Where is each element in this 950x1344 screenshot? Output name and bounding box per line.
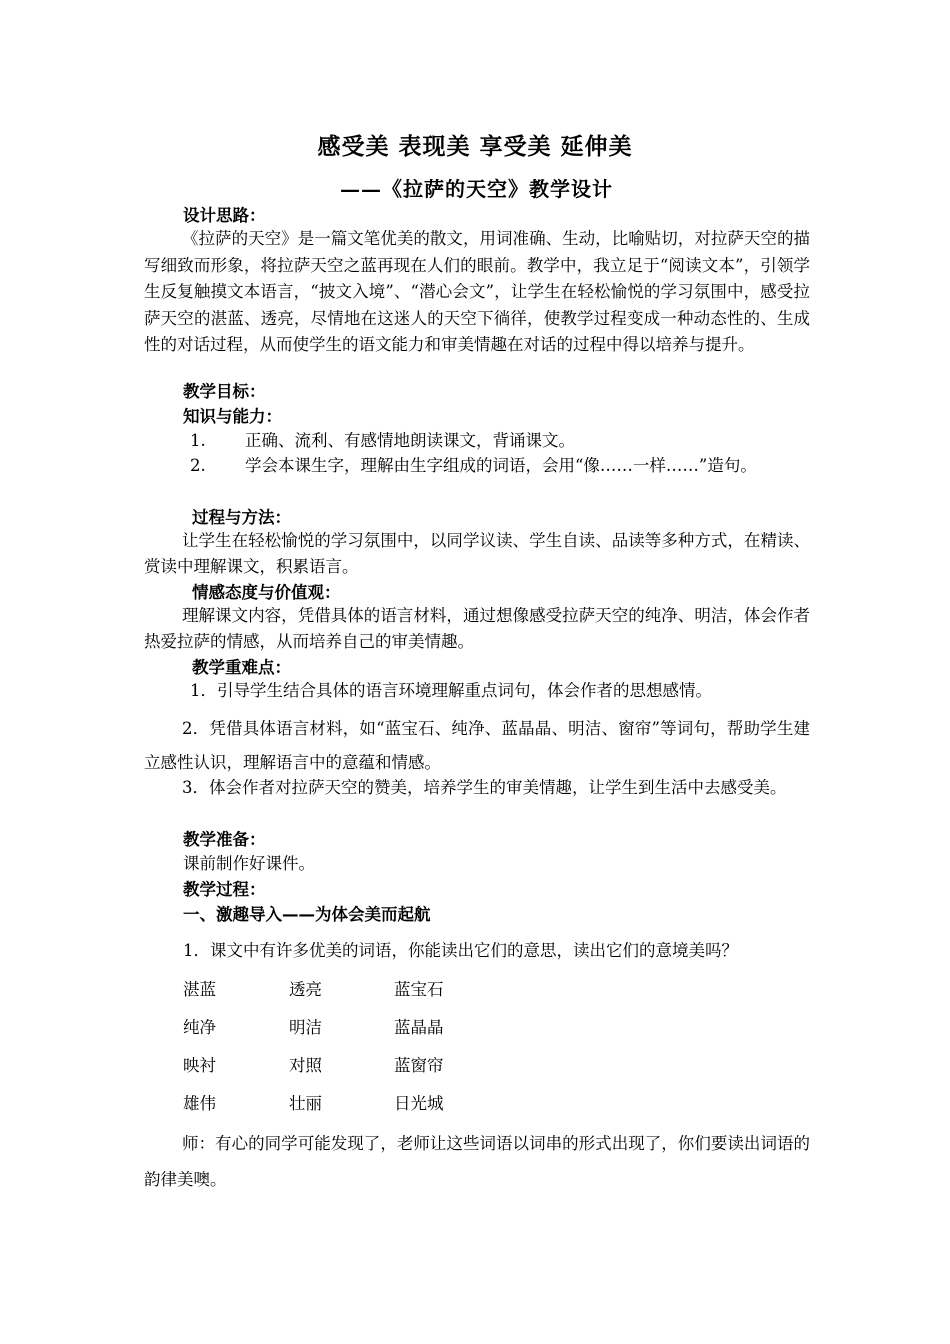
prep-heading: 教学准备： <box>183 830 266 849</box>
process-text: 让学生在轻松愉悦的学习氛围中，以同学议读、学生自读、品读等多种方式，在精读、赏读中理解课文，积累语言。 <box>144 531 810 576</box>
word-cell: 日光城 <box>394 1094 444 1113</box>
teacher-text: 师：有心的同学可能发现了，老师让这些词语以词串的形式出现了，你们要读出词语的韵律美噢。 <box>144 1134 810 1189</box>
section-1-heading: 一、激趣导入——为体会美而起航 <box>183 905 431 924</box>
word-cell: 纯净 <box>183 1018 216 1037</box>
word-cell: 蓝窗帘 <box>394 1056 444 1075</box>
knowledge-item-2 <box>190 453 810 479</box>
document-subtitle: ——《拉萨的天空》教学设计 <box>340 177 613 201</box>
key-item-3: 3．体会作者对拉萨天空的赞美，培养学生的审美情趣，让学生到生活中去感受美。 <box>182 778 787 797</box>
emotion-heading: 情感态度与价值观： <box>192 583 341 602</box>
list-text: 学会本课生字，理解由生字组成的词语，会用“像……一样……”造句。 <box>245 456 757 475</box>
procedure-heading: 教学过程： <box>183 880 266 899</box>
knowledge-item-1 <box>190 428 575 453</box>
word-cell: 壮丽 <box>289 1094 322 1113</box>
prep-text: 课前制作好课件。 <box>183 854 315 873</box>
key-item-2: 2．凭借具体语言材料，如“蓝宝石、纯净、蓝晶晶、明洁、窗帘”等词句，帮助学生建立感性认识，理解语言中的意蕴和情感。 <box>144 719 810 772</box>
word-cell: 蓝晶晶 <box>394 1018 444 1037</box>
design-text: 《拉萨的天空》是一篇文笔优美的散文，用词准确、生动，比喻贴切，对拉萨天空的描写细致而形象，将拉萨天空之蓝再现在人们的眼前。教学中，我立足于“阅读文本”，引领学生反复触摸文本语言，“披文入境”、“潜心会文”，让学生在轻松愉悦的学习氛围中，感受拉萨天空的湛蓝、透亮，尽情地在这迷人的天空下徜徉，使教学过程变成一种动态性的、生成性的对话过程，从而使学生的语文能力和审美情趣在对话的过程中得以培养与提升。 <box>144 229 810 354</box>
question-1: 1．课文中有许多优美的词语，你能读出它们的意思，读出它们的意境美吗？ <box>183 941 738 960</box>
list-number: 1. <box>190 431 206 450</box>
word-cell: 透亮 <box>289 980 322 999</box>
design-heading: 设计思路： <box>183 206 266 225</box>
process-heading: 过程与方法： <box>192 508 291 527</box>
knowledge-heading: 知识与能力： <box>183 407 282 426</box>
key-heading: 教学重难点： <box>192 658 291 677</box>
list-number: 2. <box>190 456 206 475</box>
word-cell: 蓝宝石 <box>394 980 444 999</box>
word-cell: 映衬 <box>183 1056 216 1075</box>
word-cell: 对照 <box>289 1056 322 1075</box>
list-text: 正确、流利、有感情地朗读课文，背诵课文。 <box>245 431 575 450</box>
word-cell: 明洁 <box>289 1018 322 1037</box>
word-cell: 湛蓝 <box>183 980 216 999</box>
document-title: 感受美 表现美 享受美 延伸美 <box>317 134 633 160</box>
goals-heading: 教学目标： <box>183 382 266 401</box>
word-cell: 雄伟 <box>183 1094 216 1113</box>
key-item-1: 1．引导学生结合具体的语言环境理解重点词句，体会作者的思想感情。 <box>190 681 712 700</box>
emotion-text: 理解课文内容，凭借具体的语言材料，通过想像感受拉萨天空的纯净、明洁，体会作者热爱拉萨的情感，从而培养自己的审美情趣。 <box>144 606 810 651</box>
